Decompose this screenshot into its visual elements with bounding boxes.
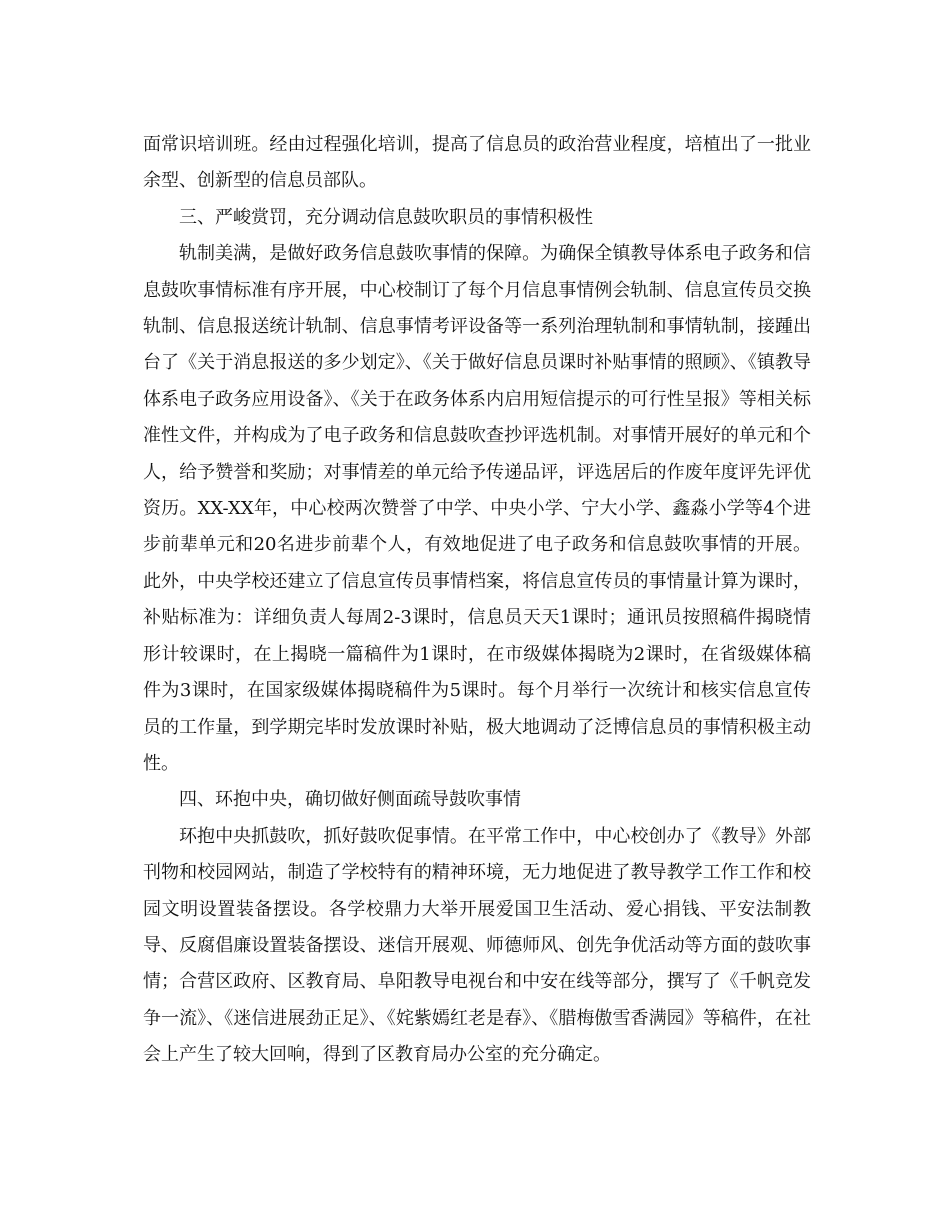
paragraph-continuation: 面常识培训班。经由过程强化培训，提高了信息员的政治营业程度，培植出了一批业余型、创新型的信息员部队。 bbox=[143, 134, 811, 192]
section-heading-3: 三、严峻赏罚，充分调动信息鼓吹职员的事情积极性 bbox=[179, 206, 593, 228]
document-body bbox=[143, 127, 811, 1074]
paragraph-publicity-work: 环抱中央抓鼓吹，抓好鼓吹促事情。在平常工作中，中心校创办了《教导》外部刊物和校园网站，制造了学校特有的精神环境，无力地促进了教导教学工作工作和校园文明设置装备摆设。各学校鼎力大举开展爱国卫生活动、爱心捐钱、平安法制教导、反腐倡廉设置装备摆设、迷信开展观、师德师风、创先争优活动等方面的鼓吹事情；合营区政府、区教育局、阜阳教导电视台和中安在线等部分，撰写了《千帆竞发争一流》、《迷信进展劲正足》、《姹紫嫣红老是春》、《腊梅傲雪香满园》等稿件，在社会上产生了较大回响，得到了区教育局办公室的充分确定。 bbox=[143, 825, 811, 1066]
section-heading-4: 四、环抱中央，确切做好侧面疏导鼓吹事情 bbox=[179, 789, 521, 811]
paragraph-rewards-system: 轨制美满，是做好政务信息鼓吹事情的保障。为确保全镇教导体系电子政务和信息鼓吹事情标准有序开展，中心校制订了每个月信息事情例会轨制、信息宣传员交换轨制、信息报送统计轨制、信息事情考评设备等一系列治理轨制和事情轨制，接踵出台了《关于消息报送的多少划定》、《关于做好信息员课时补贴事情的照顾》、《镇教导体系电子政务应用设备》、《关于在政务体系内启用短信提示的可行性呈报》等相关标准性文件，并构成为了电子政务和信息鼓吹查抄评选机制。对事情开展好的单元和个人，给予赞誉和奖励；对事情差的单元给予传递品评，评选居后的作废年度评先评优资历。XX-XX年，中心校两次赞誉了中学、中央小学、宁大小学、鑫淼小学等4个进步前辈单元和20名进步前辈个人，有效地促进了电子政务和信息鼓吹事情的开展。此外，中央学校还建立了信息宣传员事情档案，将信息宣传员的事情量计算为课时，补贴标准为：详细负责人每周2-3课时，信息员天天1课时；通讯员按照稿件揭晓情形计较课时，在上揭晓一篇稿件为1课时，在市级媒体揭晓为2课时，在省级媒体稿件为3课时，在国家级媒体揭晓稿件为5课时。每个月举行一次统计和核实信息宣传员的工作量，到学期完毕时发放课时补贴，极大地调动了泛博信息员的事情积极主动性。 bbox=[143, 243, 811, 774]
